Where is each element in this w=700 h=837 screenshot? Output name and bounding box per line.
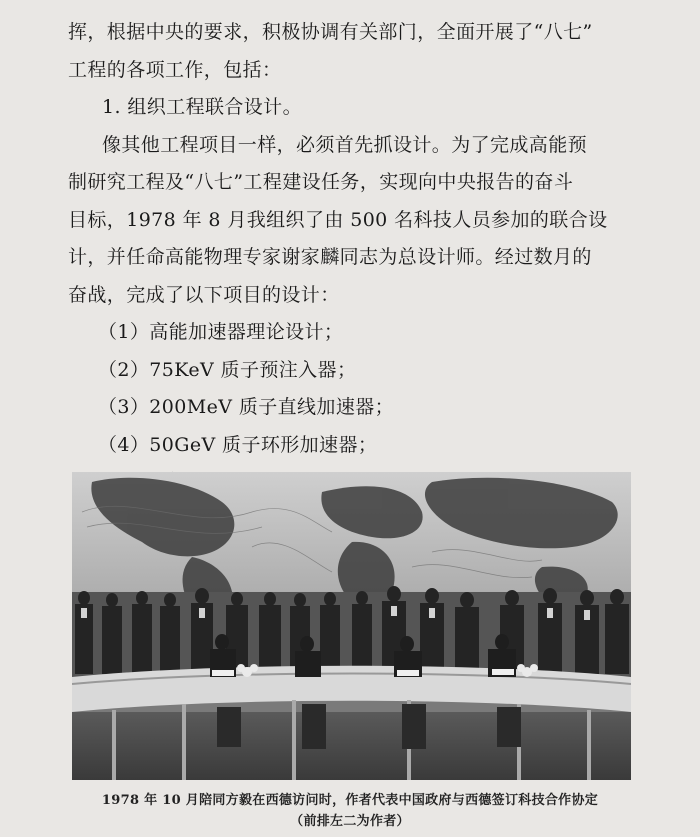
paragraph-line: 工程的各项工作，包括：	[68, 58, 282, 81]
paragraph-line: 制研究工程及“八七”工程建设任务，实现向中央报告的奋斗	[68, 171, 574, 193]
section-heading: 1. 组织工程联合设计。	[102, 96, 302, 118]
photo-illustration	[72, 472, 631, 780]
paragraph-line: 像其他工程项目一样，必须首先抓设计。为了完成高能预	[102, 133, 588, 156]
list-item: （4）50GeV 质子环形加速器；	[98, 433, 378, 456]
photo-caption: 1978 年 10 月陪同方毅在西德访问时，作者代表中国政府与西德签订科技合作协定	[101, 793, 599, 808]
paragraph-line: 挥，根据中央的要求，积极协调有关部门，全面开展了“八七”	[68, 21, 593, 43]
paragraph-line: 目标，1978 年 8 月我组织了由 500 名科技人员参加的联合设	[68, 208, 608, 231]
paragraph-line: 奋战，完成了以下项目的设计：	[68, 283, 340, 306]
signing-ceremony-photo	[72, 472, 631, 780]
paragraph-line: 计，并任命高能物理专家谢家麟同志为总设计师。经过数月的	[68, 246, 592, 268]
body-text	[68, 14, 672, 502]
photo-caption-note: （前排左二为作者）	[290, 814, 410, 829]
list-item: （2）75KeV 质子预注入器；	[98, 358, 357, 381]
list-item: （1）高能加速器理论设计；	[98, 321, 344, 343]
list-item: （3）200MeV 质子直线加速器；	[98, 396, 395, 418]
